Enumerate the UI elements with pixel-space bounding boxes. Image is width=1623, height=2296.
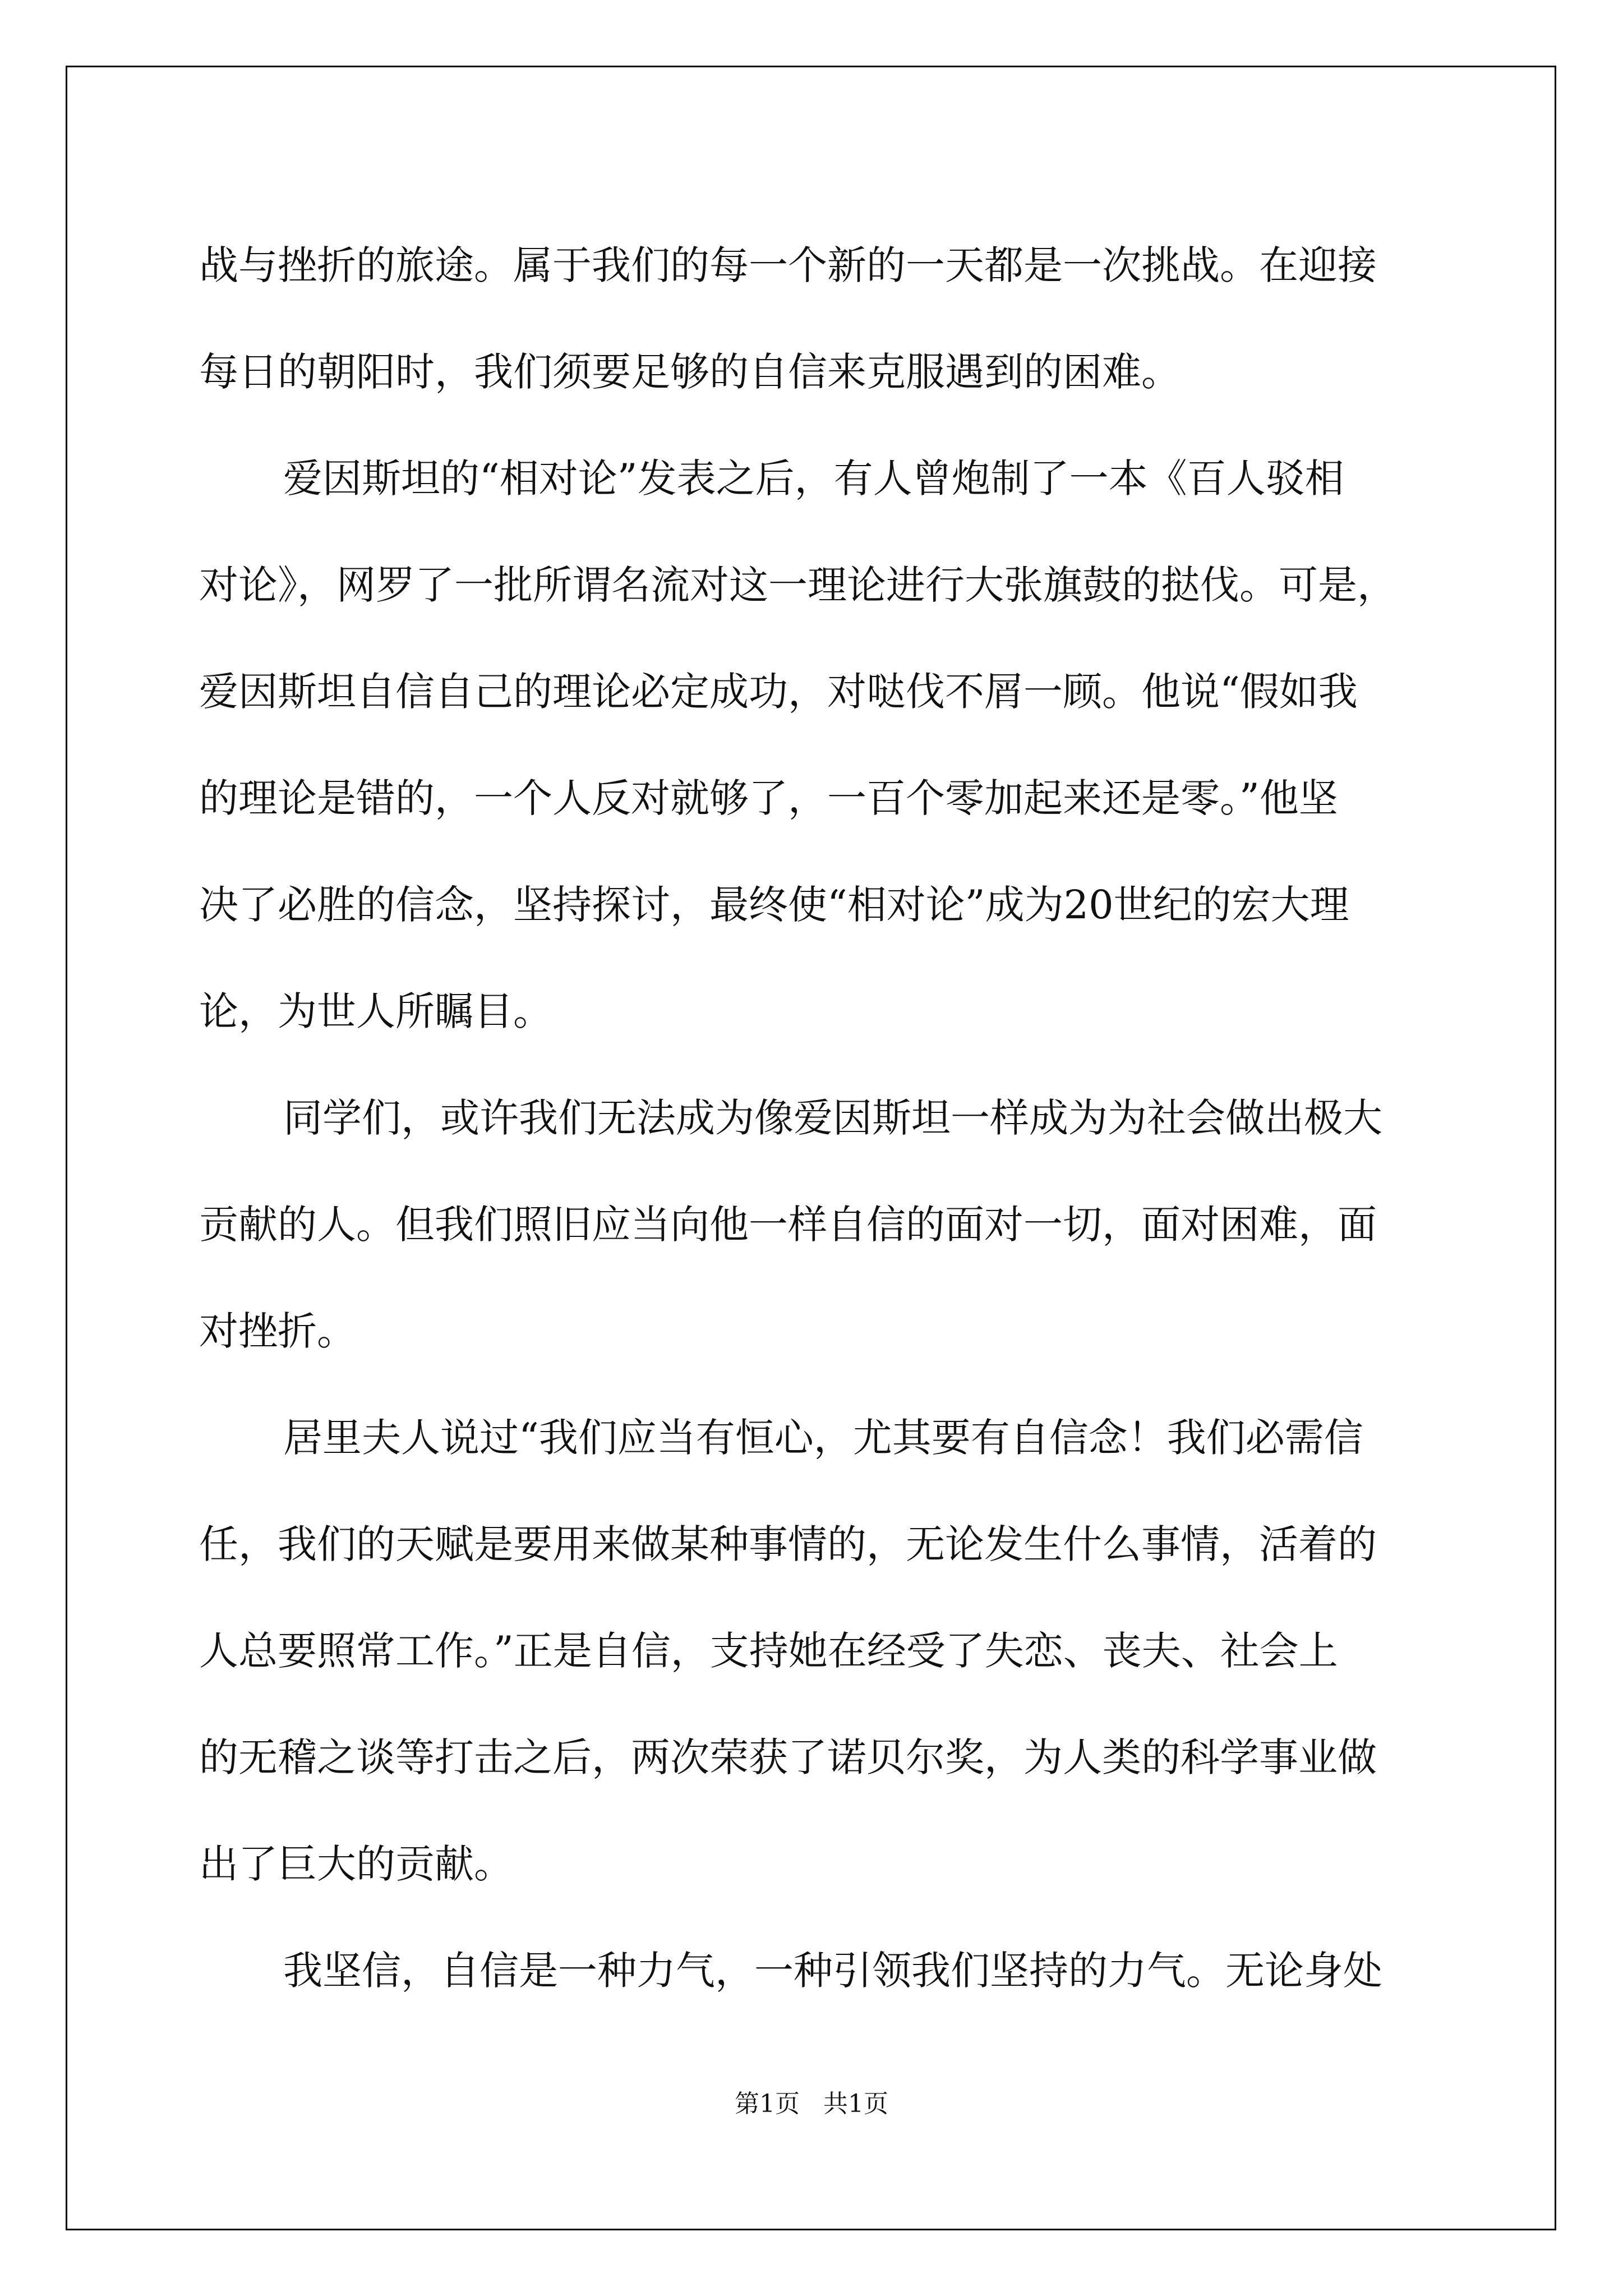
document-body — [199, 212, 1427, 2024]
text-line: 贡献的人。但我们照旧应当向他一样自信的面对一切，面对困难，面 — [199, 1202, 1377, 1248]
text-line: 决了必胜的信念，坚持探讨，最终使“相对论”成为20世纪的宏大理 — [199, 882, 1349, 928]
page-total: 共1页 — [823, 2090, 888, 2118]
text-line: 爱因斯坦自信自己的理论必定成功，对哒伐不屑一顾。他说“假如我 — [199, 669, 1358, 715]
text-line: 爱因斯坦的“相对论”发表之后，有人曾炮制了一本《百人驳相 — [283, 455, 1344, 501]
text-line: 我坚信，自信是一种力气，一种引领我们坚持的力气。无论身处 — [283, 1948, 1382, 1994]
text-line: 的无稽之谈等打击之后，两次荣获了诺贝尔奖，为人类的科学事业做 — [199, 1734, 1377, 1780]
text-line: 每日的朝阳时，我们须要足够的自信来克服遇到的困难。 — [199, 349, 1181, 395]
text-line: 论，为世人所瞩目。 — [199, 988, 552, 1034]
text-line: 居里夫人说过“我们应当有恒心，尤其要有自信念！我们必需信 — [283, 1415, 1363, 1461]
page-number: 第1页 — [735, 2090, 800, 2118]
text-line: 任，我们的天赋是要用来做某种事情的，无论发生什么事情，活着的 — [199, 1521, 1377, 1567]
text-line: 同学们，或许我们无法成为像爱因斯坦一样成为为社会做出极大 — [283, 1095, 1382, 1141]
text-line: 人总要照常工作。”正是自信，支持她在经受了失恋、丧夫、社会上 — [199, 1628, 1338, 1674]
page-footer — [0, 2083, 1623, 2119]
text-line: 的理论是错的，一个人反对就够了，一百个零加起来还是零。”他坚 — [199, 775, 1338, 821]
text-line: 对挫折。 — [199, 1308, 356, 1354]
text-line: 出了巨大的贡献。 — [199, 1841, 513, 1887]
text-line: 对论》，网罗了一批所谓名流对这一理论进行大张旗鼓的挞伐。可是， — [199, 562, 1396, 608]
text-line: 战与挫折的旅途。属于我们的每一个新的一天都是一次挑战。在迎接 — [199, 242, 1377, 288]
